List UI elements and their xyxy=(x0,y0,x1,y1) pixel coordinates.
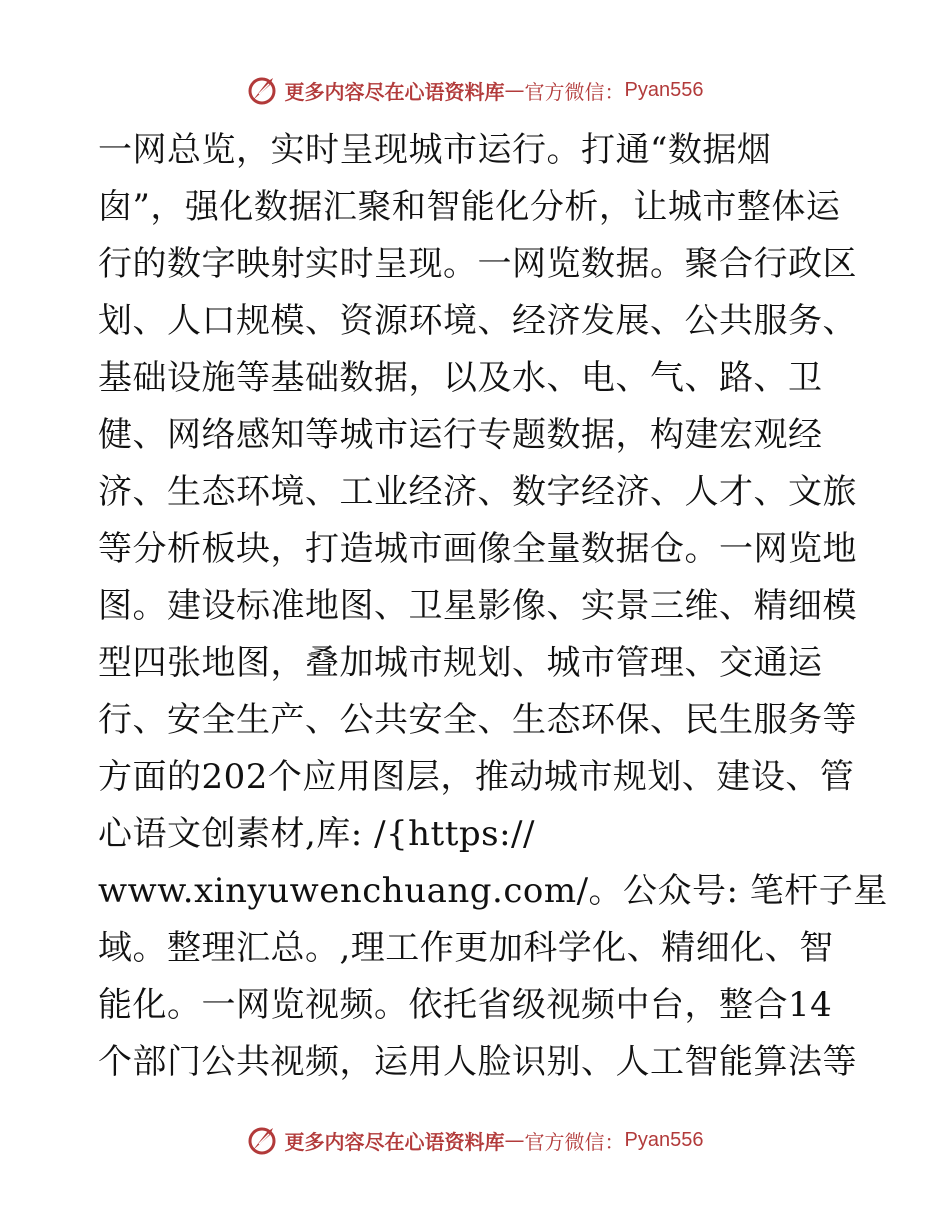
banner-dash: — xyxy=(504,1128,525,1152)
body-line: 图。建设标准地图、卫星影像、实景三维、精细模 xyxy=(98,586,857,626)
body-line: 健、网络感知等城市运行专题数据，构建宏观经 xyxy=(98,415,823,455)
banner-wechat-id: Pyan556 xyxy=(624,78,704,101)
body-line: 一网总览，实时呈现城市运行。打通“数据烟 xyxy=(98,130,772,170)
body-line: www.xinyuwenchuang.com/。公众号: 笔杆子星 xyxy=(98,871,888,911)
body-line: 济、生态环境、工业经济、数字经济、人才、文旅 xyxy=(98,472,857,512)
body-line: 囱”，强化数据汇聚和智能化分析，让城市整体运 xyxy=(98,187,841,227)
body-line: 型四张地图，叠加城市规划、城市管理、交通运 xyxy=(98,643,823,683)
footer-watermark-banner xyxy=(0,1120,950,1160)
body-line: 行的数字映射实时呈现。一网览数据。聚合行政区 xyxy=(98,244,857,284)
banner-official-label: 官方微信： xyxy=(524,1129,625,1154)
body-line: 基础设施等基础数据，以及水、电、气、路、卫 xyxy=(98,358,823,398)
banner-official-label: 官方微信： xyxy=(524,79,625,104)
banner-brand-text: 更多内容尽在心语资料库 xyxy=(284,79,505,104)
body-line: 方面的202个应用图层，推动城市规划、建设、管 xyxy=(98,757,855,797)
body-line: 等分析板块，打造城市画像全量数据仓。一网览地 xyxy=(98,529,857,569)
document-body xyxy=(98,122,888,1091)
banner-wechat-id: Pyan556 xyxy=(624,1128,704,1151)
quill-logo-icon xyxy=(247,1124,279,1156)
body-line: 能化。一网览视频。依托省级视频中台，整合14 xyxy=(98,985,833,1025)
body-line: 行、安全生产、公共安全、生态环保、民生服务等 xyxy=(98,700,857,740)
body-line: 心语文创素材,库: /{https:// xyxy=(98,814,535,854)
header-watermark-banner xyxy=(0,70,950,110)
quill-logo-icon xyxy=(247,74,279,106)
body-line: 划、人口规模、资源环境、经济发展、公共服务、 xyxy=(98,301,857,341)
body-line: 个部门公共视频，运用人脸识别、人工智能算法等 xyxy=(98,1042,857,1082)
banner-dash: — xyxy=(504,78,525,102)
banner-brand-text: 更多内容尽在心语资料库 xyxy=(284,1129,505,1154)
body-line: 域。整理汇总。,理工作更加科学化、精细化、智 xyxy=(98,928,834,968)
